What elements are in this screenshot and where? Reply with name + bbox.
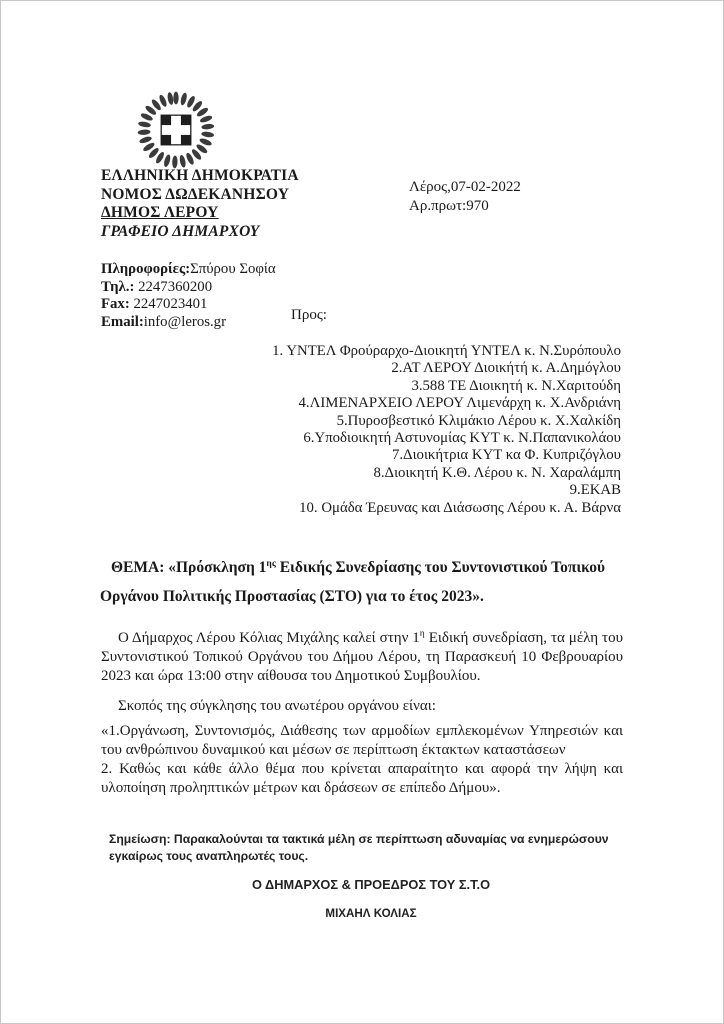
- subject-heading: [100, 553, 624, 611]
- contact-fax-line: [101, 296, 276, 314]
- letterhead-municipality: ΔΗΜΟΣ ΛΕΡΟΥ: [101, 204, 219, 221]
- agenda-item-2: 2. Καθώς και κάθε άλλο θέμα που κρίνεται απαραίτητο και αφορά την λήψη και υλοποίηση προληπτικών μέτρων και δράσεων σε επίπεδο Δήμου».: [101, 761, 623, 796]
- signature-name: ΜΙΧΑΗΛ ΚΟΛΙΑΣ: [325, 907, 417, 920]
- recipient-item: 1. ΥΝΤΕΛ Φρούραρχο-Διοικητή ΥΝΤΕΛ κ. Ν.Συρόπουλο: [272, 343, 621, 359]
- letterhead-prefecture: ΝΟΜΟΣ ΔΩΔΕΚΑΝΗΣΟΥ: [101, 185, 290, 203]
- recipient-item: 3.588 ΤΕ Διοικητή κ. Ν.Χαριτούδη: [411, 377, 621, 394]
- info-label: Πληροφορίες:: [101, 261, 191, 277]
- body-paragraph-agenda: [101, 722, 623, 798]
- recipient-item: 5.Πυροσβεστικό Κλιμάκιο Λέρου κ. Χ.Χαλκίδη: [336, 412, 621, 429]
- contact-info-line: [101, 261, 276, 279]
- to-label: Προς:: [291, 307, 327, 323]
- contact-block: [101, 261, 276, 331]
- signature-title: Ο ΔΗΜΑΡΧΟΣ & ΠΡΟΕΔΡΟΣ ΤΟΥ Σ.Τ.Ο: [251, 877, 491, 892]
- subject-rest: Ειδικής Συνεδρίασης του Συντονιστικού Τοπικού Οργάνου Πολιτικής Προστασίας (ΣΤΟ) για το έτος 2023».: [100, 559, 606, 605]
- body-paragraph-purpose-intro: Σκοπός της σύγκλησης του ανωτέρου οργάνου είναι:: [118, 698, 436, 714]
- p1-ordinal-suffix: η: [419, 629, 425, 639]
- recipient-item: 2.ΑΤ ΛΕΡΟΥ Διοικήτή κ. Α.Δημόγλου: [391, 360, 621, 377]
- recipient-item: 6.Υποδιοικητή Αστυνομίας ΚΥΤ κ. Ν.Παπανικολάου: [303, 430, 621, 447]
- tel-value: 2247360200: [134, 278, 213, 295]
- contact-tel-line: [101, 279, 276, 297]
- place-date: Λέρος,07-02-2022: [409, 179, 521, 195]
- letterhead-republic: ΕΛΛΗΝΙΚΗ ΔΗΜΟΚΡΑΤΙΑ: [101, 167, 299, 184]
- coat-of-arms-icon: [137, 91, 215, 169]
- email-label: Email:: [101, 313, 144, 330]
- info-value: Σπύρου Σοφία: [190, 261, 276, 277]
- subject-prefix: ΘΕΜΑ: «Πρόσκληση 1: [111, 559, 267, 576]
- subject-ordinal-suffix: ης: [266, 558, 276, 569]
- email-value: info@leros.gr: [143, 313, 226, 330]
- recipient-item: 8.Διοικητή Κ.Θ. Λέρου κ. Ν. Χαραλάμπη: [373, 464, 621, 481]
- footnote: Σημείωση: Παρακαλούνται τα τακτικά μέλη σε περίπτωση αδυναμίας να ενημερώσουν εγκαίρως τους αναπληρωτές τους.: [109, 832, 609, 863]
- p1-before: Ο Δήμαρχος Λέρου Κόλιας Μιχάλης καλεί στην 1: [118, 630, 420, 646]
- recipient-list: [81, 343, 621, 517]
- letterhead: [101, 167, 299, 241]
- agenda-item-1: «1.Οργάνωση, Συντονισμός, Διάθεσης των αρμοδίων εμπλεκομένων Υπηρεσιών και του ανθρώπινου δυναμικού και μέσων σε περίπτωση έκτακτων καταστάσεων: [101, 723, 623, 758]
- recipient-item: 9.ΕΚΑΒ: [569, 482, 621, 499]
- fax-value: 2247023401: [129, 296, 208, 313]
- recipient-item: 4.ΛΙΜΕΝΑΡΧΕΙΟ ΛΕΡΟΥ Λιμενάρχη κ. Χ.Ανδριάνη: [298, 395, 621, 412]
- body-paragraph-invitation: [101, 629, 623, 686]
- protocol-number: Αρ.πρωτ:970: [409, 198, 489, 214]
- p1-after: Ειδική συνεδρίαση, τα μέλη του Συντονιστικού Τοπικού Οργάνου του Δήμου Λέρου, τη Παρασκευή 10 Φεβρουαρίου 2023 και ώρα 13:00 στην αίθουσα του Δημοτικού Συμβουλίου.: [101, 630, 624, 684]
- recipient-item: 10. Ομάδα Έρευνας και Διάσωσης Λέρου κ. Α. Βάρνα: [299, 499, 621, 516]
- recipient-item: 7.Διοικήτρια ΚΥΤ κα Φ. Κυπριζόγλου: [391, 447, 621, 464]
- contact-email-line: [101, 314, 276, 332]
- tel-label: Τηλ.:: [101, 278, 135, 295]
- fax-label: Fax:: [101, 296, 130, 313]
- reference-block: [409, 178, 521, 216]
- letterhead-office: ΓΡΑΦΕΙΟ ΔΗΜΑΡΧΟΥ: [101, 222, 260, 240]
